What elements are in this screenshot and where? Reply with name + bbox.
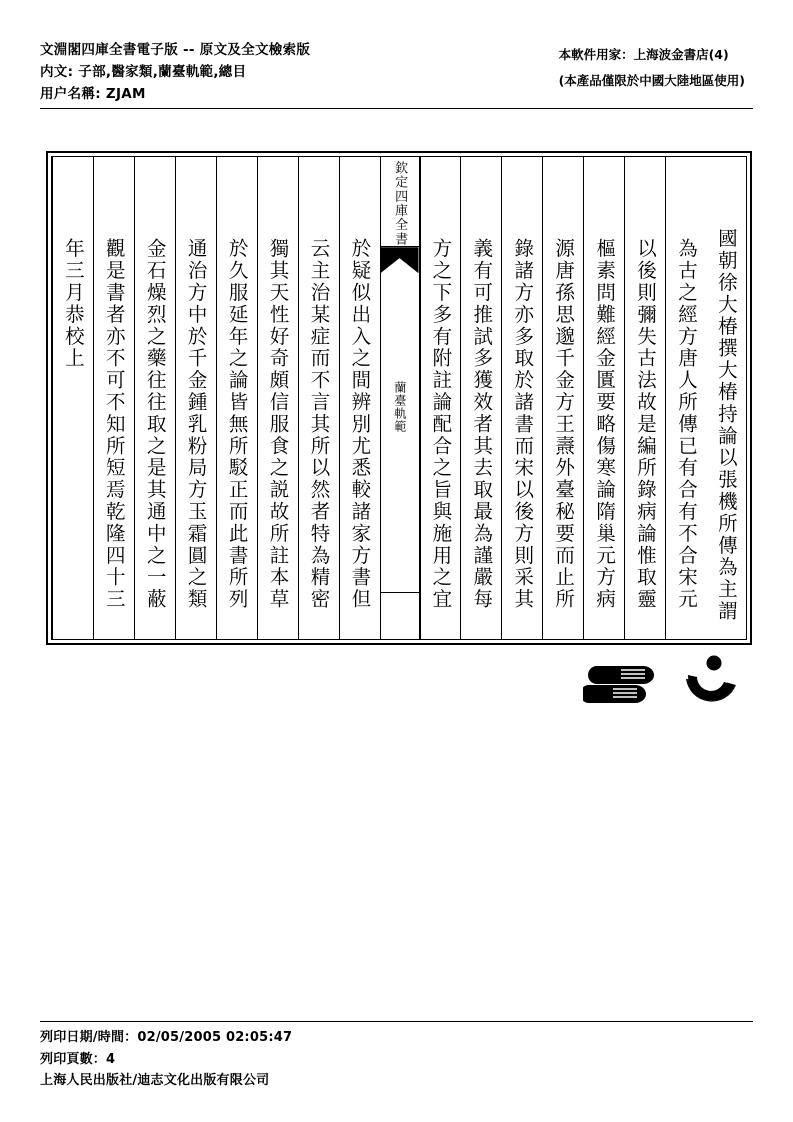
stacked-books-icon [583, 663, 661, 707]
column-text: 於久服延年之論皆無所駁正而此書所列 [225, 238, 249, 611]
header-title: 文淵閣四庫全書電子版 -- 原文及全文檢索版 [40, 42, 311, 58]
column-text: 義有可推試多獲效者其去取最為謹嚴每 [470, 238, 494, 611]
text-column [706, 157, 746, 639]
text-column [134, 157, 175, 639]
header-region-note: (本產品僅限於中國大陸地區使用) [558, 72, 745, 88]
text-column [624, 157, 665, 639]
header-divider [40, 108, 753, 109]
page-footer [40, 1027, 753, 1092]
logo-group [583, 655, 743, 715]
page-header [40, 40, 753, 106]
column-text: 方之下多有附註論配合之旨與施用之宜 [429, 238, 453, 611]
text-column [52, 157, 93, 639]
text-column [175, 157, 216, 639]
book-page-inner-frame [51, 156, 747, 640]
column-text: 源唐孫思邈千金方王燾外臺秘要而止所 [552, 238, 576, 611]
print-pages-row [40, 1049, 753, 1071]
column-text: 於疑似出入之間辨別尤悉較諸家方書但 [348, 238, 372, 611]
print-datetime-row [40, 1027, 753, 1049]
column-text: 通治方中於千金鍾乳粉局方玉霜圓之類 [184, 238, 208, 611]
text-column [257, 157, 298, 639]
print-pages-label: 列印頁數： [40, 1051, 107, 1067]
text-column [216, 157, 257, 639]
text-column [298, 157, 339, 639]
column-text: 云主治某症而不言其所以然者特為精密 [307, 238, 331, 611]
print-pages-value: 4 [106, 1051, 116, 1067]
column-text: 觀是書者亦不可不知所短焉乾隆四十三 [102, 238, 126, 611]
column-text: 年三月恭校上 [61, 238, 85, 370]
text-column [339, 157, 380, 639]
black-fishtail-icon [381, 247, 419, 273]
stylized-figure-icon [680, 655, 742, 711]
header-user-line: 用户名稱: ZJAM [40, 85, 146, 102]
column-text: 金石燥烈之藥往往取之是其通中之一蔽 [143, 238, 167, 611]
column-text: 以後則彌失古法故是編所錄病論惟取靈 [634, 238, 658, 611]
text-column [542, 157, 583, 639]
column-text: 樞素問難經金匱要略傷寒論隋巢元方病 [593, 238, 617, 611]
print-datetime-value: 02/05/2005 02:05:47 [137, 1030, 293, 1045]
column-text: 國朝徐大椿撰大椿持論以張機所傳為主謂 [714, 228, 738, 623]
publisher-line: 上海人民出版社/迪志文化出版有限公司 [40, 1073, 270, 1089]
column-text: 為古之經方唐人所傳已有合有不合宋元 [674, 238, 698, 611]
banxin-bottom-divider [381, 592, 419, 593]
banxin-center-column [380, 157, 420, 639]
footer-divider [40, 1021, 753, 1022]
header-left-block [40, 40, 310, 106]
column-text: 獨其天性好奇頗信服食之説故所註本草 [266, 238, 290, 611]
banxin-divider [381, 246, 419, 247]
text-column [583, 157, 624, 639]
text-column [93, 157, 134, 639]
text-column [460, 157, 501, 639]
banxin-title: 欽定四庫全書 [392, 161, 408, 247]
banxin-subtitle: 蘭臺軌範 [392, 381, 407, 434]
text-column [501, 157, 542, 639]
column-text: 錄諸方亦多取於諸書而宋以後方則采其 [511, 238, 535, 611]
print-datetime-label: 列印日期/時間： [40, 1030, 138, 1045]
text-column [665, 157, 706, 639]
header-licensee-line: 本軟件用家：上海波金書店(4) [558, 47, 729, 62]
header-content-line: 内文: 子部,醫家類,蘭臺軌範,總目 [40, 63, 247, 80]
header-right-block [559, 40, 753, 93]
book-page-frame [46, 151, 752, 645]
text-column [420, 157, 461, 639]
